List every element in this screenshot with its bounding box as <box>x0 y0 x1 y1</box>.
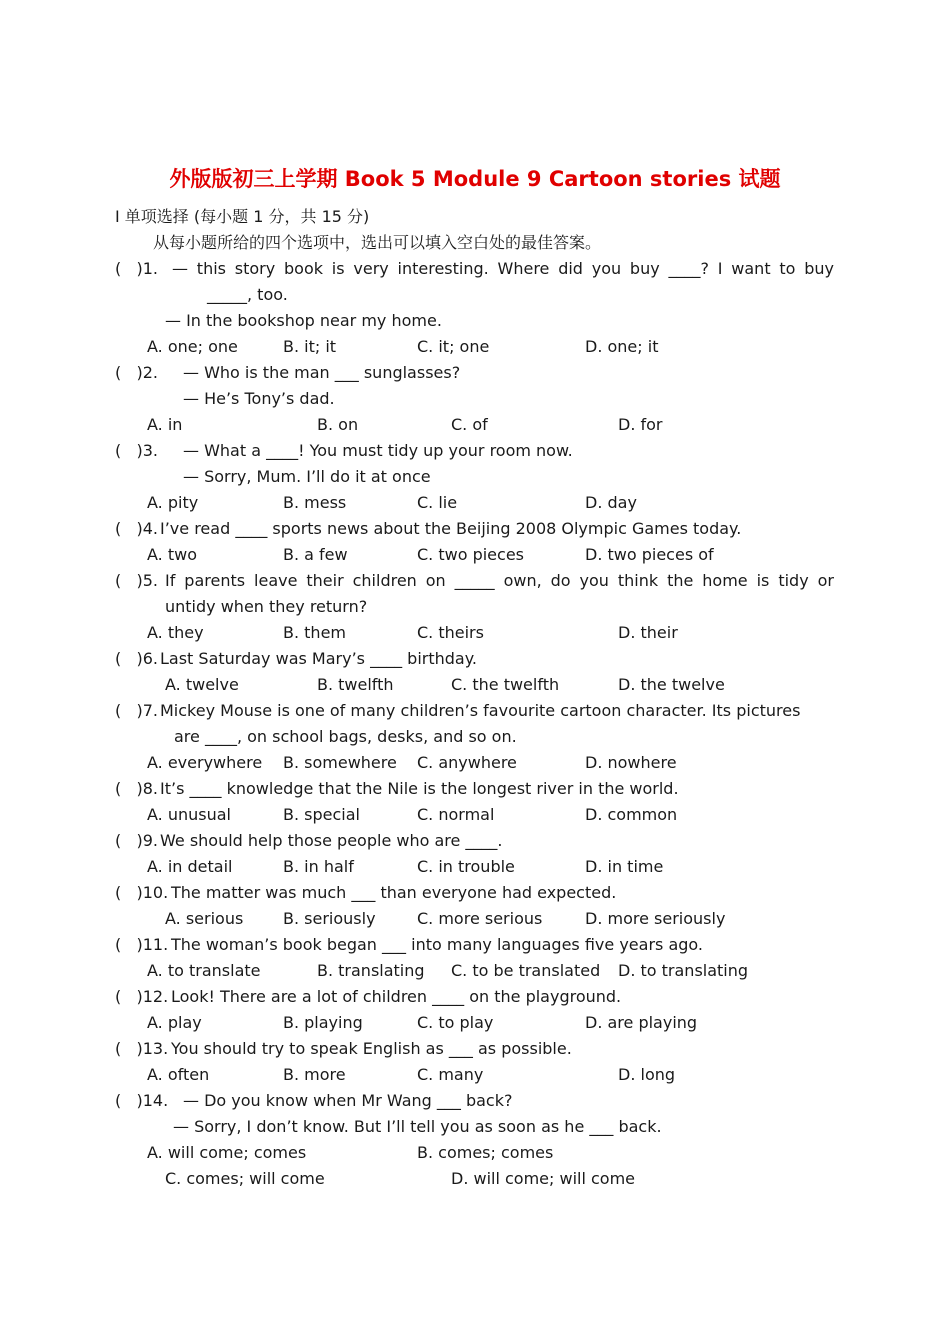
option-b: B. comes; comes <box>417 1143 554 1162</box>
option-b: B. more <box>283 1065 346 1084</box>
option-c: C. to play <box>417 1013 494 1032</box>
option-a: A. two <box>147 545 197 564</box>
question-stem: Last Saturday was Mary’s ____ birthday. <box>160 649 477 668</box>
option-d: D. to translating <box>618 961 749 980</box>
option-c: C. many <box>417 1065 484 1084</box>
option-d: D. one; it <box>585 337 659 356</box>
option-d: D. day <box>585 493 637 512</box>
option-d: D. their <box>618 623 678 642</box>
section-instruction: 从每小题所给的四个选项中，选出可以填入空白处的最佳答案。 <box>153 233 602 252</box>
option-a: A. twelve <box>165 675 239 694</box>
option-c: C. more serious <box>417 909 543 928</box>
question-number: ( )2. <box>115 363 159 382</box>
option-b: B. translating <box>317 961 425 980</box>
question-number: ( )6. <box>115 649 159 668</box>
option-a: A. they <box>147 623 204 642</box>
option-d: D. in time <box>585 857 664 876</box>
option-d: D. common <box>585 805 678 824</box>
question-stem: It’s ____ knowledge that the Nile is the longest river in the world. <box>160 779 679 798</box>
question-stem: I’ve read ____ sports news about the Beijing 2008 Olympic Games today. <box>160 519 742 538</box>
question-stem: The woman’s book began ___ into many languages five years ago. <box>171 935 703 954</box>
option-c: C. comes; will come <box>165 1169 325 1188</box>
question-number: ( )10. <box>115 883 169 902</box>
option-d: D. the twelve <box>618 675 725 694</box>
option-c: C. of <box>451 415 488 434</box>
option-a: A. one; one <box>147 337 238 356</box>
question-number: ( )9. <box>115 831 159 850</box>
option-c: C. the twelfth <box>451 675 560 694</box>
question-stem: — He’s Tony’s dad. <box>183 389 335 408</box>
question-stem: _____, too. <box>207 285 288 304</box>
option-a: A. in <box>147 415 183 434</box>
option-a: A. will come; comes <box>147 1143 307 1162</box>
question-number: ( )13. <box>115 1039 169 1058</box>
option-c: C. it; one <box>417 337 490 356</box>
option-b: B. a few <box>283 545 348 564</box>
question-stem: Look! There are a lot of children ____ on the playground. <box>171 987 622 1006</box>
option-c: C. theirs <box>417 623 484 642</box>
option-b: B. somewhere <box>283 753 397 772</box>
question-number: ( )8. <box>115 779 159 798</box>
question-stem: — Sorry, I don’t know. But I’ll tell you as soon as he ___ back. <box>173 1117 662 1136</box>
question-stem: You should try to speak English as ___ as possible. <box>171 1039 572 1058</box>
question-stem: If parents leave their children on _____ own, do you think the home is tidy or <box>165 571 834 590</box>
page-title: 外版版初三上学期 Book 5 Module 9 Cartoon stories 试题 <box>169 167 781 191</box>
question-number: ( )5. <box>115 571 159 590</box>
option-c: C. two pieces <box>417 545 524 564</box>
option-a: A. serious <box>165 909 244 928</box>
question-stem: untidy when they return? <box>165 597 368 616</box>
question-number: ( )7. <box>115 701 159 720</box>
option-c: C. in trouble <box>417 857 515 876</box>
option-d: D. will come; will come <box>451 1169 636 1188</box>
option-b: B. special <box>283 805 360 824</box>
question-stem: Mickey Mouse is one of many children’s favourite cartoon character. Its pictures <box>160 701 801 720</box>
option-c: C. anywhere <box>417 753 517 772</box>
option-d: D. two pieces of <box>585 545 714 564</box>
option-c: C. to be translated <box>451 961 601 980</box>
option-d: D. more seriously <box>585 909 726 928</box>
option-c: C. lie <box>417 493 458 512</box>
option-a: A. play <box>147 1013 202 1032</box>
option-b: B. twelfth <box>317 675 394 694</box>
option-a: A. in detail <box>147 857 233 876</box>
question-stem: — Do you know when Mr Wang ___ back? <box>183 1091 513 1110</box>
question-number: ( )12. <box>115 987 169 1006</box>
option-c: C. normal <box>417 805 495 824</box>
option-d: D. for <box>618 415 663 434</box>
section-heading: I 单项选择 (每小题 1 分，共 15 分) <box>115 207 370 226</box>
question-stem: — Sorry, Mum. I’ll do it at once <box>183 467 431 486</box>
question-number: ( )1. <box>115 259 159 278</box>
option-b: B. them <box>283 623 346 642</box>
option-b: B. it; it <box>283 337 337 356</box>
question-stem: — Who is the man ___ sunglasses? <box>183 363 461 382</box>
question-number: ( )14. <box>115 1091 169 1110</box>
option-a: A. to translate <box>147 961 261 980</box>
question-stem: are ____, on school bags, desks, and so on. <box>174 727 517 746</box>
option-a: A. pity <box>147 493 199 512</box>
question-stem: We should help those people who are ____. <box>160 831 503 850</box>
question-number: ( )11. <box>115 935 169 954</box>
option-a: A. everywhere <box>147 753 263 772</box>
option-d: D. long <box>618 1065 676 1084</box>
question-stem: — In the bookshop near my home. <box>165 311 442 330</box>
option-d: D. are playing <box>585 1013 698 1032</box>
option-d: D. nowhere <box>585 753 677 772</box>
question-stem: The matter was much ___ than everyone had expected. <box>171 883 617 902</box>
option-b: B. playing <box>283 1013 363 1032</box>
option-a: A. often <box>147 1065 210 1084</box>
option-b: B. mess <box>283 493 347 512</box>
question-number: ( )3. <box>115 441 159 460</box>
question-stem: — this story book is very interesting. Where did you buy ____? I want to buy <box>172 259 834 278</box>
question-stem: — What a ____! You must tidy up your room now. <box>183 441 573 460</box>
option-b: B. seriously <box>283 909 376 928</box>
question-number: ( )4. <box>115 519 159 538</box>
option-b: B. in half <box>283 857 354 876</box>
option-a: A. unusual <box>147 805 231 824</box>
option-b: B. on <box>317 415 359 434</box>
